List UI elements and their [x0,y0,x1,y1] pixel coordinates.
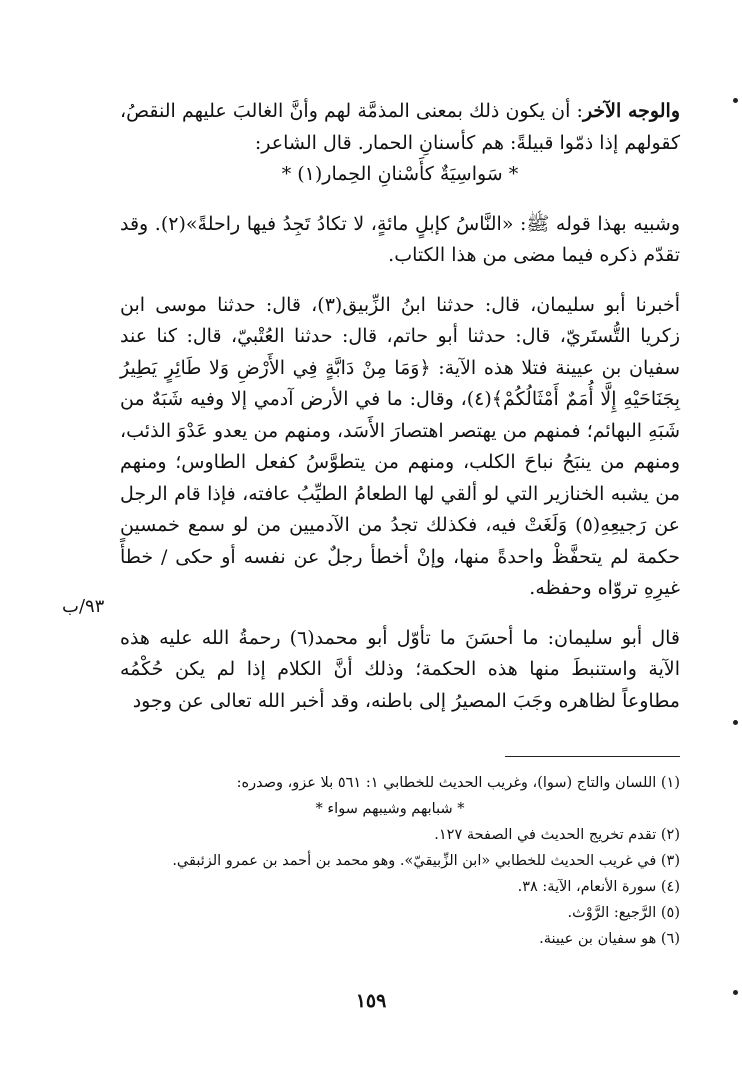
paragraph-lead: والوجه الآخر [582,100,680,122]
footnote-3: (٣) في غريب الحديث للخطابي «ابن الزِّبيقيّ». وهو محمد بن أحمد بن عمرو الزئبقي. [172,853,680,869]
footnote-separator [505,756,680,757]
footnote-1: (١) اللسان والتاج (سوا)، وغريب الحديث للخطابي ١: ٥٦١ بلا عزو، وصدره: [236,775,680,791]
scan-mark-dot [733,98,738,103]
footnotes [100,770,680,952]
paragraph-1 [120,96,680,191]
page-number: ١٥٩ [355,990,387,1012]
paragraph-4: قال أبو سليمان: ما أحسَنَ ما تأوّل أبو محمد(٦) رحمةُ الله عليه هذه الآية واستنبطَ منها هذه الحكمة؛ وذلك أنَّ الكلام إذا لم يكن حُكْمُه مطاوعاً لظاهره وجَبَ المصيرُ إلى باطنه، وقد أخبر الله تعالى عن وجود [120,626,680,712]
poetry-verse: * سَواسِيَةٌ كأَسْنانِ الحِمار(١) * [281,163,519,185]
footnote-4: (٤) سورة الأنعام، الآية: ٣٨. [517,879,680,895]
footnote-1-verse: * شبابهم وشيبهم سواء * [315,801,465,817]
scan-mark-dot [733,720,738,725]
paragraph-1-text: : أن يكون ذلك بمعنى المذمَّة لهم وأنَّ الغالبَ عليهم النقصُ، كقولهم إذا ذمّوا قبيلةً: هم كأسنانِ الحمار. قال الشاعر: [120,100,680,154]
paragraph-3: أخبرنا أبو سليمان، قال: حدثنا ابنُ الزِّبيق(٣)، قال: حدثنا موسى ابن زكريا التُّستَريّ، قال: حدثنا أبو حاتم، قال: حدثنا العُتْبيّ، قال: كنا عند سفيان بن عيينة فتلا هذه الآية: ﴿وَمَا مِنْ دَابَّةٍ فِي الأَرْضِ وَلا طَائِرٍ يَطِيرُ بِجَنَاحَيْهِ إِلَّا أُمَمٌ أَمْثَالُكُمْ﴾(٤)، وقال: ما في الأرض آدمي إلا وفيه شَبَهٌ من شَبَهِ البهائم؛ فمنهم من يهتصر اهتصارَ الأَسَد، ومنهم من يعدو عَدْوَ الذئب، ومنهم من ينبَحُ نباحَ الكلب، ومنهم من يتطوَّسُ كفعل الطاوس؛ ومنهم من يشبه الخنازير التي لو ألقي لها الطعامُ الطيِّبُ عافته، فإذا قام الرجل عن رَجيعِهِ(٥) وَلَغَتْ فيه، فكذلك تجدُ من الآدميين من لو سمع خمسين حكمة لم يتحفَّظْ واحدةً منها، وإنْ أخطأ رجلٌ عن نفسه أو حكى / خطأً غيرِهِ تروّاه وحفظه. [120,293,681,599]
footnote-2: (٢) تقدم تخريج الحديث في الصفحة ١٢٧. [434,827,680,843]
paragraph-2: وشبيه بهذا قوله ﷺ: «النَّاسُ كإبلٍ مائةٍ، لا تكادُ تَجِدُ فيها راحلةً»(٢). وقد تقدّم ذكره فيما مضى من هذا الكتاب. [120,212,680,266]
manuscript-folio-note: ٩٣/ب [62,596,105,617]
scan-mark-dot [733,990,738,995]
footnote-6: (٦) هو سفيان بن عيينة. [539,931,680,947]
footnote-5: (٥) الرَّجيع: الرَّوْث. [567,905,680,921]
main-text [120,96,680,717]
